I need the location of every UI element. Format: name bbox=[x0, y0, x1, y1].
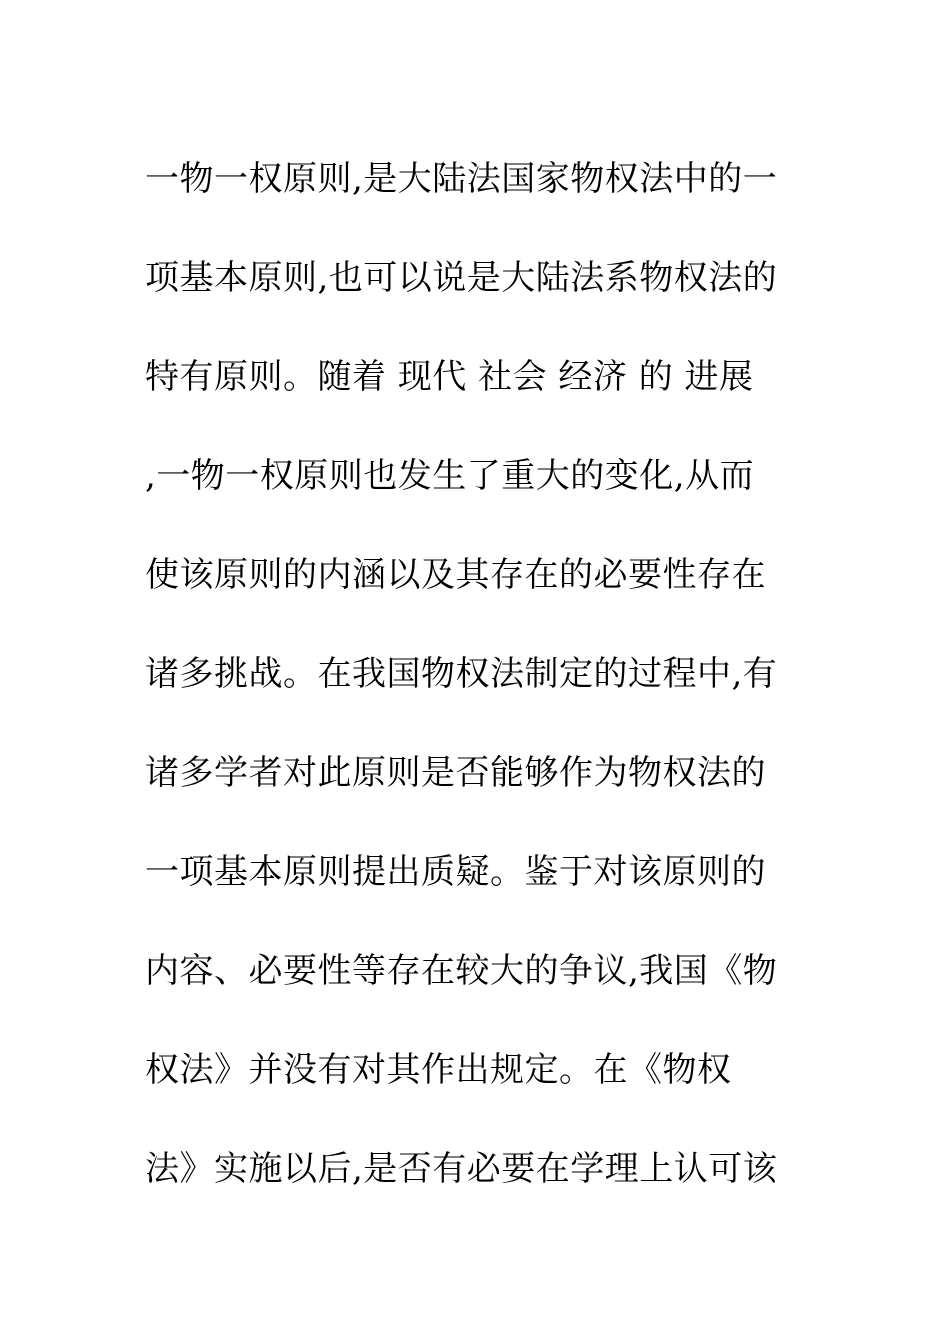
text-line: 一项基本原则提出质疑。鉴于对该原则的 bbox=[145, 852, 766, 892]
text-line: 特有原则。随着 现代 社会 经济 的 进展 bbox=[145, 357, 754, 397]
text-line: 诸多挑战。在我国物权法制定的过程中,有 bbox=[145, 654, 778, 694]
text-line: 权法》并没有对其作出规定。在《物权 bbox=[145, 1050, 732, 1090]
text-line: 一物一权原则,是大陆法国家物权法中的一 bbox=[145, 159, 778, 199]
text-line: 法》实施以后,是否有必要在学理上认可该 bbox=[145, 1149, 778, 1189]
text-line: 使该原则的内涵以及其存在的必要性存在 bbox=[145, 555, 766, 595]
text-line: 内容、必要性等存在较大的争议,我国《物 bbox=[145, 951, 778, 991]
text-line: ,一物一权原则也发生了重大的变化,从而 bbox=[145, 456, 755, 496]
paragraph bbox=[145, 130, 805, 1219]
text-line: 诸多学者对此原则是否能够作为物权法的 bbox=[145, 753, 766, 793]
text-line: 项基本原则,也可以说是大陆法系物权法的 bbox=[145, 258, 778, 298]
